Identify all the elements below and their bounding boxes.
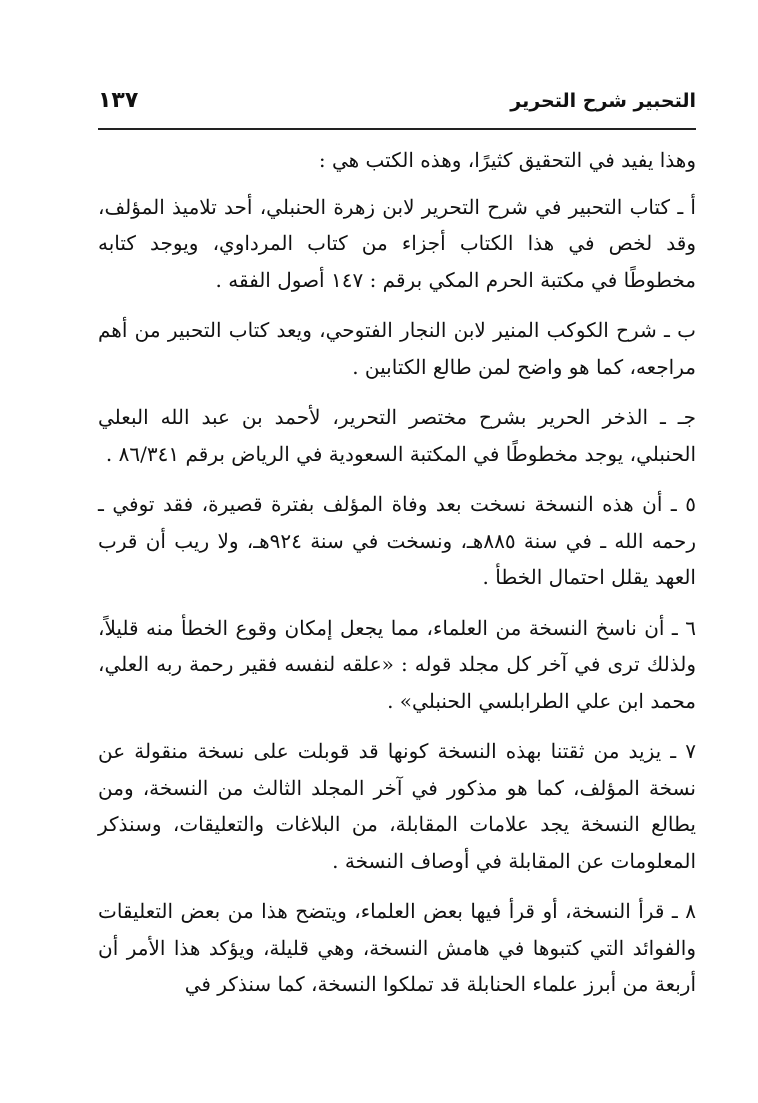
running-header <box>98 88 696 122</box>
paragraph-point-7: ٧ ـ يزيد من ثقتنا بهذه النسخة كونها قد قوبلت على نسخة منقولة عن نسخة المؤلف، كما هو مذكور في آخر المجلد الثالث من النسخة، ومن يطالع النسخة يجد علامات المقابلة، من البلاغات والتعليقات، وسنذكر المعلومات عن المقابلة في أوصاف النسخة . <box>98 739 696 873</box>
running-header-title: التحبير شرح التحرير <box>510 90 696 112</box>
paragraph-item-c: جـ ـ الذخر الحرير بشرح مختصر التحرير، لأحمد بن عبد الله البعلي الحنبلي، يوجد مخطوطًا في المكتبة السعودية في الرياض برقم ٨٦/٣٤١ . <box>98 405 696 466</box>
paragraph-point-5: ٥ ـ أن هذه النسخة نسخت بعد وفاة المؤلف بفترة قصيرة، فقد توفي ـ رحمه الله ـ في سنة ٨٨٥هـ، ونسخت في سنة ٩٢٤هـ، ولا ريب أن قرب العهد يقلل احتمال الخطأ . <box>98 492 696 589</box>
paragraph-intro: وهذا يفيد في التحقيق كثيرًا، وهذه الكتب هي : <box>318 148 696 172</box>
paragraph-item-b: ب ـ شرح الكوكب المنير لابن النجار الفتوحي، ويعد كتاب التحبير من أهم مراجعه، كما هو واضح لمن طالع الكتابين . <box>98 318 696 379</box>
page-number: ١٣٧ <box>98 88 139 113</box>
body-text <box>98 142 696 1017</box>
header-rule <box>98 128 696 130</box>
paragraph-point-8: ٨ ـ قرأ النسخة، أو قرأ فيها بعض العلماء، ويتضح هذا من بعض التعليقات والفوائد التي كتبوها في هامش النسخة، وهي قليلة، ويؤكد هذا الأمر أن أربعة من أبرز علماء الحنابلة قد تملكوا النسخة، كما سنذكر في <box>98 899 696 996</box>
paragraph-point-6: ٦ ـ أن ناسخ النسخة من العلماء، مما يجعل إمكان وقوع الخطأ منه قليلاً، ولذلك ترى في آخر كل مجلد قوله : «علقه لنفسه فقير رحمة ربه العلي، محمد ابن علي الطرابلسي الحنبلي» . <box>98 615 697 713</box>
paragraph-item-a: أ ـ كتاب التحبير في شرح التحرير لابن زهرة الحنبلي، أحد تلاميذ المؤلف، وقد لخص في هذا الكتاب أجزاء من كتاب المرداوي، ويوجد كتابه مخطوطًا في مكتبة الحرم المكي برقم : ١٤٧ أصول الفقه . <box>98 194 696 292</box>
